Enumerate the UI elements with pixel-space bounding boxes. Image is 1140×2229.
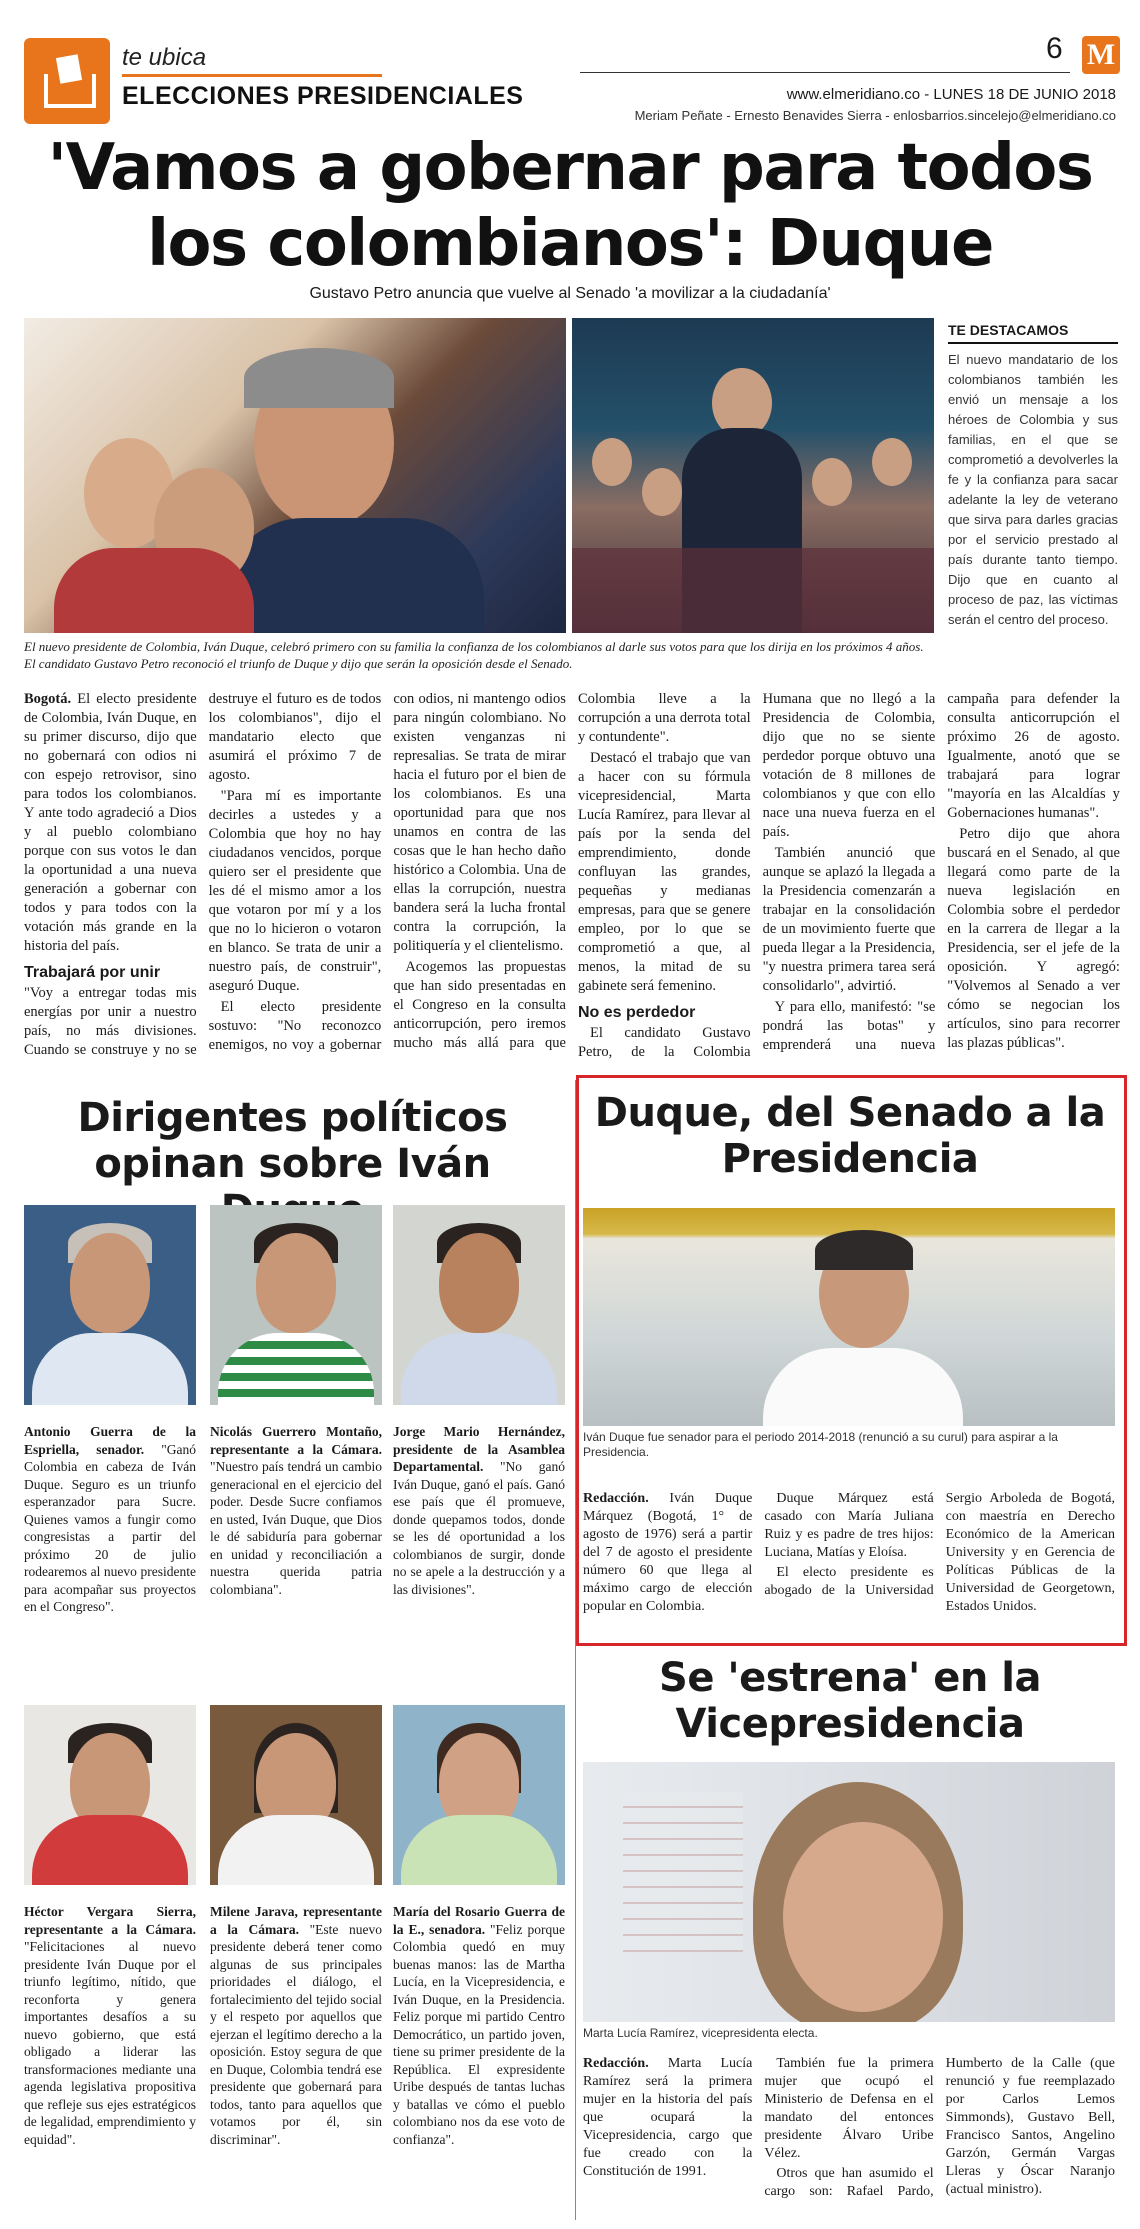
section-kicker: te ubica [122,44,207,71]
article-subheading: Trabajará por unir [24,964,161,981]
vice-body [583,2055,1115,2220]
article-paragraph: "Voy a entregar todas mis energías por unir a nuestro país, no más divisiones. Cuando se construye y no se destruye el futuro es de todos los colombianos", dijo el mandatario electo que asumirá el próximo 7 de agosto. [24,691,382,1058]
article-paragraph: Acogemos las propuestas que han sido presentadas en el Congreso en la consulta anticorrupción, pero iremos mucho más allá para que Colombia lleve a la corrupción a una derrota total y contundente". [393,691,751,1051]
senado-caption: Iván Duque fue senador para el periodo 2014-2018 (renunció a su curul) para aspirar a la Presidencia. [583,1430,1058,1459]
article-paragraph: Redacción. Marta Lucía Ramírez será la primera mujer en la historia del país que ocupará la Vicepresidencia, cargo que fue creado con la Constitución de 1991. [583,2056,753,2179]
sidebar-divider [948,342,1118,344]
article-paragraph: Petro dijo que ahora buscará en el Senado, al que llegará como parte de la nueva legislación en Colombia sobre el perdedor en la carrera de llegar a la Presidencia, ser el jefe de la oposición. Y agregó: "Volvemos al Senado a ver cómo se negocian los artículos, sino para recorrer las plazas públicas". [947,826,1120,1051]
article-paragraph: El electo presidente sostuvo: "No reconozco enemigos, no voy a gobernar con odios, ni mantengo odios para ningún colombiano. No existen venganzas ni represalias. Se trata de mirar hacia el futuro por el bien de los colombianos. Es una oportunidad para que nos unamos en contra de las cosas que le han hecho daño histórico a Colombia. Una de ellas la corrupción, nuestra bandera será la lucha frontal contra la corrupción, la politiquería y el clientelismo. [208,691,566,1053]
dateline-lead: Bogotá. [24,691,72,707]
header-divider [580,72,1070,73]
portrait-photo [24,1205,196,1405]
senado-body [583,1490,1115,1630]
article-subheading: No es perdedor [577,1004,696,1021]
vice-title: Se 'estrena' en la Vicepresidencia [659,1655,1041,1747]
section-name: ELECCIONES PRESIDENCIALES [122,82,524,110]
opinion-nicolas-guerrero: Nicolás Guerrero Montaño, representante a la Cámara. "Nuestro país tendrá un cambio generacional en el ejercicio del poder. Desde Sucre confiamos en usted, Iván Duque, que Dios le dé sabiduría para gobernar en unidad y reconciliación a nuestra querida patria colombiana". [210,1205,382,1598]
article-paragraph: Otros que han asumido el cargo son: Rafael Pardo, Humberto de la Calle (que renunció y fue reemplazado por Carlos Lemos Simmonds), Gustavo Bell, Francisco Santos, Angelino Garzón, Germán Vargas Lleras y Óscar Naranjo (actual ministro). [764,2056,1115,2199]
article-paragraph: El candidato Gustavo Petro, de la Colombia Humana que no llegó a la Presidencia de Colombia, dijo que no se siente perdedor porque obtuvo una votación de 8 millones de colombianos y que con ello nace una nueva fuerza en el país. [577,691,936,1060]
senado-title: Duque, del Senado a la Presidencia [594,1090,1106,1182]
sidebar-title: TE DESTACAMOS [948,322,1069,338]
kicker-divider [122,74,382,77]
article-paragraph: También fue la primera mujer que ocupó el Ministerio de Defensa en el mandato del entonces presidente Álvaro Uribe Vélez. [764,2056,934,2161]
opinion-milene-jarava: Milene Jarava, representante a la Cámara. "Este nuevo presidente deberá tener como algunas de sus principales prioridades el diálogo, el fortalecimiento del tejido social y el respeto por aquellos que ejerzan el legítimo derecho a la oposición. Estoy segura de que en Duque, Colombia tendrá ese presidente que gobernará para todos, tanto para aquellos que votamos por él, sin discriminar". [210,1705,382,2148]
opinion-hector-vergara: Héctor Vergara Sierra, representante a la Cámara. "Felicitaciones al nuevo presidente Iván Duque por el triunfo legítimo, nítido, que reconforta y genera importantes desafíos a su nuevo gobierno, que está obligado a liderar las transformaciones mediante una agenda legislativa propositiva que refleje sus ejes estratégicos de legalidad, emprendimiento y equidad". [24,1705,196,2148]
article-paragraph: Duque Márquez está casado con María Juliana Ruiz y es padre de tres hijos: Luciana, Matías y Eloísa. [764,1491,934,1560]
marta-lucia-photo [583,1762,1115,2022]
page-number: 6 [1046,32,1063,65]
dateline: www.elmeridiano.co - LUNES 18 DE JUNIO 2018 [786,86,1116,103]
main-headline: 'Vamos a gobernar para todos los colombianos': Duque [47,131,1093,281]
article-paragraph: El electo presidente es abogado de la Universidad Sergio Arboleda de Bogotá, con maestría en Derecho Económico de la American University y en Gerencia de Políticas Públicas de la Universidad de Georgetown, Estados Unidos. [764,1491,1115,1614]
opinion-jorge-hernandez: Jorge Mario Hernández, presidente de la Asamblea Departamental. "No ganó Iván Duque, ganó el país. Ganó ese país que él promueve, donde quepamos todos, donde se les dé oportunidad a los colombianos de surgir, donde no se apele a la destrucción y a las divisiones". [393,1205,565,1598]
article-paragraph: Bogotá. El electo presidente de Colombia, Iván Duque, en su primer discurso, dijo que no gobernará con odios ni con espejo retrovisor, sino para todos los colombianos. Y ante todo agradeció a Dios y al pueblo colombiano porque con sus votos le dan la oportunidad a una nueva generación a gobernar con todos y para todos con la votación más grande en la historia del país. [24,691,197,954]
portrait-photo [210,1205,382,1405]
main-subhead: Gustavo Petro anuncia que vuelve al Senado 'a movilizar a la ciudadanía' [309,285,831,302]
vice-caption: Marta Lucía Ramírez, vicepresidenta electa. [583,2026,818,2040]
article-paragraph: También anunció que aunque se aplazó la llegada a la Presidencia comenzarán a trabajar en la consolidación de un movimiento fuerte que pueda llegar a la Presidencia, "y nuestra primera tarea será consolidarlo", advirtió. [762,845,936,994]
main-article-body [24,690,1120,1080]
duque-senado-photo [583,1208,1115,1426]
portrait-photo [393,1705,565,1885]
article-paragraph: "Para mí es importante decirles a ustedes y a Colombia que hoy no hay ciudadanos vencidos, porque quiero ser el presidente que les dé el mismo amor a los que votaron por mí y a los que no lo hicieron o votaron en blanco. Se trata de unir a nuestro país, de construir", aseguró Duque. [208,788,382,994]
petro-rally-photo [572,318,934,633]
main-photo-caption: El nuevo presidente de Colombia, Iván Duque, celebró primero con su familia la confianza de los colombianos al darle sus votos para que los dirija en los próximos 4 años. El candidato Gustavo Petro reconoció el triunfo de Duque y dijo que serán la oposición desde el Senado. [24,639,924,671]
authors-line: Meriam Peñate - Ernesto Benavides Sierra - enlosbarrios.sincelejo@elmeridiano.co [634,108,1116,123]
portrait-photo [210,1705,382,1885]
article-paragraph: Y para ello, manifestó: "se pondrá las botas" y emprenderá una nueva campaña para defender la consulta anticorrupción el próximo 26 de agosto. Igualmente, anotó que se trabajará para lograr "mayoría en las Alcaldías y Gobernaciones humanas". [762,691,1120,1053]
portrait-photo [24,1705,196,1885]
opinion-antonio-guerra: Antonio Guerra de la Espriella, senador. "Ganó Colombia en cabeza de Iván Duque. Seguro es un triunfo esperanzador para Sucre. Quienes vamos a fungir como congresistas a partir del próximo 20 de julio rodearemos al nuevo presidente para acompañar sus proyectos en el Congreso". [24,1205,196,1616]
article-paragraph: Redacción. Iván Duque Márquez (Bogotá, 1° de agosto de 1976) será a partir del 7 de agosto el presidente número 60 que llega al máximo cargo de elección popular en Colombia. [583,1491,753,1614]
portrait-photo [393,1205,565,1405]
newspaper-logo: M [1082,36,1120,74]
sidebar-body: El nuevo mandatario de los colombianos también les envió un mensaje a los héroes de Colombia y sus familias, en el que se comprometió a devolverles la fe y la confianza para sacar adelante la ley de veterano que sirva para darles gracias por el servicio prestado al país durante tanto tiempo. Dijo que en cuanto al proceso de paz, las víctimas serán el centro del proceso. [948,352,1118,627]
opinion-maria-del-rosario: María del Rosario Guerra de la E., senadora. "Feliz porque Colombia quedó en muy buenas manos: las de Martha Lucía, en la Vicepresidencia, e Iván Duque, en la Presidencia. Feliz porque mi partido Centro Democrático, un partido joven, tiene su primer presidente de la República. El expresidente Uribe después de tantas luchas y batallas ve cómo el pueblo colombiano nos da ese voto de confianza". [393,1705,565,2148]
duque-family-photo [24,318,566,633]
ballot-box-icon [24,38,110,124]
article-paragraph: Destacó el trabajo que van a hacer con su fórmula vicepresidencial, Marta Lucía Ramírez, para llevar al país por la senda del emprendimiento, donde confluyan las grandes, pequeñas y medianas empresas, para que se genere empleo, por lo que se comprometió a que, al menos, la mitad de su gabinete será femenino. [577,750,751,994]
dirigentes-title: Dirigentes políticos opinan sobre Iván [77,1095,508,1187]
